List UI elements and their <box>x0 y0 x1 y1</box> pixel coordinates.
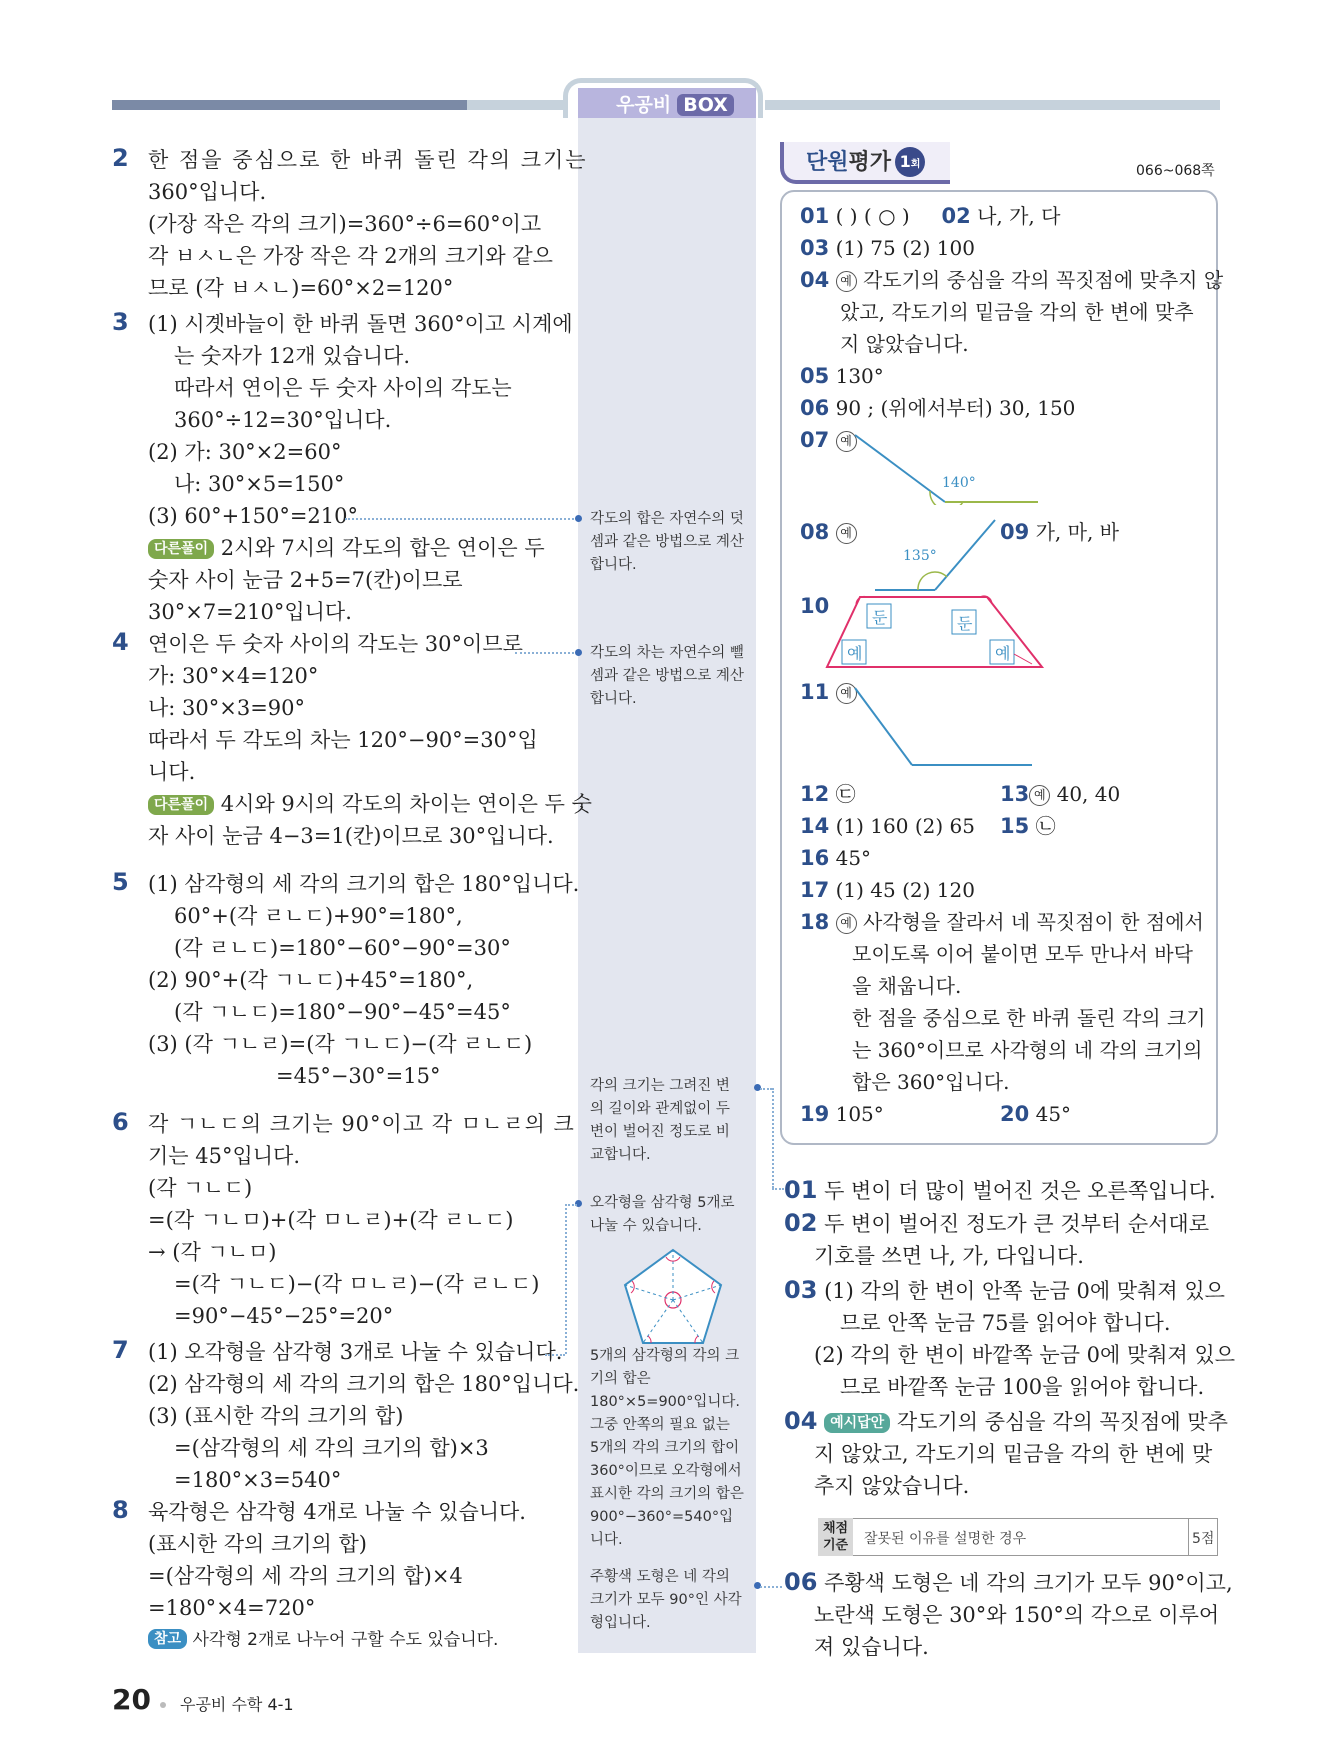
q6-line: =(각 ㄱㄴㅁ)+(각 ㅁㄴㄹ)+(각 ㄹㄴㄷ) <box>148 1208 514 1232</box>
q7-line: =180°×3=540° <box>174 1468 342 1492</box>
q8-line: (표시한 각의 크기의 합) <box>148 1532 367 1556</box>
q5-line: (3) (각 ㄱㄴㄹ)=(각 ㄱㄴㄷ)−(각 ㄹㄴㄷ) <box>148 1032 533 1056</box>
answer-10-row: 10 <box>800 594 830 618</box>
page-number: 20 <box>112 1683 151 1716</box>
q5-line: 60°+(각 ㄹㄴㄷ)+90°=180°, <box>174 904 463 928</box>
q4-line: 가: 30°×4=120° <box>148 664 319 688</box>
explanation-03: (2) 각의 한 변이 바깥쪽 눈금 0에 맞춰져 있으 <box>814 1343 1236 1367</box>
connector-dot <box>575 515 582 522</box>
q3-line: 360°÷12=30°입니다. <box>174 408 392 432</box>
answer-11-angle-diagram <box>850 683 1035 769</box>
example-mark: 예 <box>1029 785 1050 806</box>
answer-13-row: 13 예 40, 40 <box>1000 782 1121 806</box>
q6-line: =90°−45°−25°=20° <box>174 1304 394 1328</box>
q7-line: =(삼각형의 세 각의 크기의 합)×3 <box>174 1436 489 1460</box>
example-mark: 예 <box>836 431 857 452</box>
q5-number: 5 <box>112 868 129 896</box>
q4-line: 나: 30°×3=90° <box>148 696 306 720</box>
q2-line: (가장 작은 각의 크기)=360°÷6=60°이고 <box>148 212 542 236</box>
q4-alt-line: 4시와 9시의 각도의 차이는 연이은 두 숫 <box>220 792 592 816</box>
example-mark: 예 <box>836 523 857 544</box>
q4-line: 니다. <box>148 760 196 784</box>
answer-15: ㉡ <box>1035 814 1056 838</box>
box-badge: BOX <box>677 94 734 116</box>
connector-line <box>545 1354 565 1356</box>
q3-alt-line: 30°×7=210°입니다. <box>148 600 352 624</box>
answer-03: (1) 75 (2) 100 <box>835 236 975 260</box>
scoring-criteria-desc: 잘못된 이유를 설명한 경우 <box>864 1531 1027 1547</box>
q3-block <box>148 308 573 628</box>
q3-alt-line: 숫자 사이 눈금 2+5=7(칸)이므로 <box>148 568 463 592</box>
box-title <box>590 90 760 117</box>
alt-solution-tag: 다른풀이 <box>148 795 214 815</box>
connector-line <box>345 518 578 520</box>
q5-line: (1) 삼각형의 세 각의 크기의 합은 180°입니다. <box>148 872 580 896</box>
connector-line <box>565 1204 577 1206</box>
pentagon-diagram <box>618 1245 728 1350</box>
q5-block <box>148 868 579 1092</box>
answer-19: 105° <box>835 1102 884 1126</box>
q8-line: 육각형은 삼각형 4개로 나눌 수 있습니다. <box>148 1500 526 1524</box>
q7-line: (3) (표시한 각의 크기의 합) <box>148 1404 404 1428</box>
sidebar-note-5: 5개의 삼각형의 각의 크 기의 합은 180°×5=900°입니다. 그중 안쪽의 필요 없는 5개의 각의 크기의 합이 360°이므로 오각형에서 표시한 각의 크기의 합은 900°−360°=540°입 니다. <box>590 1348 744 1548</box>
q7-line: (1) 오각형을 삼각형 3개로 나눌 수 있습니다. <box>148 1340 563 1364</box>
page-range: 066~068쪽 <box>1136 163 1215 179</box>
q8-block <box>148 1496 526 1656</box>
q2-line: 360°입니다. <box>148 180 267 204</box>
q4-alt-line: 자 사이 눈금 4−3=1(칸)이므로 30°입니다. <box>148 824 554 848</box>
explanation-02: 두 변이 벌어진 정도가 큰 것부터 순서대로 <box>824 1212 1210 1236</box>
answer-07-angle-diagram <box>850 430 1040 505</box>
q6-line: → (각 ㄱㄴㅁ) <box>148 1240 277 1264</box>
connector-dot <box>575 649 582 656</box>
answer-17: (1) 45 (2) 120 <box>835 878 975 902</box>
alt-solution-tag: 다른풀이 <box>148 539 214 559</box>
q2-line: 한 점을 중심으로 한 바퀴 돌린 각의 크기는 <box>148 148 588 172</box>
scoring-criteria-label: 채점 기준 <box>818 1518 853 1556</box>
answer-08-angle-diagram <box>870 515 1000 595</box>
q2-number: 2 <box>112 144 129 172</box>
q3-line: 나: 30°×5=150° <box>174 472 345 496</box>
answer-14: (1) 160 (2) 65 <box>835 814 975 838</box>
answer-08-row: 08 예 <box>800 516 857 548</box>
q8-line: =180°×4=720° <box>148 1596 316 1620</box>
answer-02: 나, 가, 다 <box>977 204 1061 228</box>
answer-16: 45° <box>835 846 872 870</box>
q6-block <box>148 1108 575 1332</box>
sidebar-note-2: 각도의 차는 자연수의 뺄 셈과 같은 방법으로 계산 합니다. <box>590 645 744 707</box>
answer-04: 각도기의 중심을 각의 꼭짓점에 맞추지 않 <box>862 268 1224 292</box>
answer-20-row: 20 45° <box>1000 1102 1072 1126</box>
q5-line: (각 ㄹㄴㄷ)=180°−60°−90°=30° <box>174 936 511 960</box>
reference-tag: 참고 <box>148 1629 187 1649</box>
q5-line: (각 ㄱㄴㄷ)=180°−90°−45°=45° <box>174 1000 511 1024</box>
q4-line: 연이은 두 숫자 사이의 각도는 30°이므로 <box>148 632 523 656</box>
sample-answer-tag: 예시답안 <box>824 1413 890 1433</box>
answer-18: 사각형을 잘라서 네 꼭짓점이 한 점에서 <box>862 910 1204 934</box>
answer-11-row: 11 예 <box>800 676 857 708</box>
header-bar-mid <box>467 100 575 110</box>
unit-test-title: 단원평가 1회 <box>806 145 925 177</box>
obtuse-label: 둔 <box>957 614 973 633</box>
header-bar-right <box>765 100 1220 110</box>
example-mark: 예 <box>836 683 857 704</box>
q2-block <box>148 144 588 304</box>
answer-12: ㉢ <box>835 782 856 806</box>
q3-number: 3 <box>112 308 129 336</box>
answer-20: 45° <box>1035 1102 1072 1126</box>
connector-line <box>760 1586 782 1588</box>
sidebar-note-1: 각도의 합은 자연수의 덧 셈과 같은 방법으로 계산 합니다. <box>590 511 744 573</box>
q8-reference: 사각형 2개로 나누어 구할 수도 있습니다. <box>192 1630 499 1650</box>
q7-line: (2) 삼각형의 세 각의 크기의 합은 180°입니다. <box>148 1372 580 1396</box>
round-badge: 1회 <box>895 147 925 177</box>
q8-line: =(삼각형의 세 각의 크기의 합)×4 <box>148 1564 463 1588</box>
footer-dot <box>160 1702 166 1708</box>
q2-line: 각 ㅂㅅㄴ은 가장 작은 각 2개의 크기와 같으 <box>148 244 553 268</box>
q5-line: (2) 90°+(각 ㄱㄴㄷ)+45°=180°, <box>148 968 474 992</box>
explanation-03: (1) 각의 한 변이 안쪽 눈금 0에 맞춰져 있으 <box>824 1279 1225 1303</box>
q6-line: =(각 ㄱㄴㄷ)−(각 ㅁㄴㄹ)−(각 ㄹㄴㄷ) <box>174 1272 540 1296</box>
answer-18: 한 점을 중심으로 한 바퀴 돌린 각의 크기 <box>852 1006 1206 1030</box>
obtuse-label: 둔 <box>872 608 888 627</box>
q6-line: (각 ㄱㄴㄷ) <box>148 1176 253 1200</box>
angle-label: 140° <box>942 475 976 491</box>
q5-line: =45°−30°=15° <box>276 1064 441 1088</box>
q4-line: 따라서 두 각도의 차는 120°−90°=30°입 <box>148 728 538 752</box>
answer-18: 을 채웁니다. <box>852 974 962 998</box>
q7-block <box>148 1336 579 1496</box>
explanation-04: 각도기의 중심을 각의 꼭짓점에 맞추 <box>896 1410 1228 1434</box>
explanation-06: 주황색 도형은 네 각의 크기가 모두 90°이고, <box>824 1571 1233 1595</box>
answer-04: 지 않았습니다. <box>840 332 969 356</box>
angle-label: 135° <box>903 548 937 564</box>
q6-line: 기는 45°입니다. <box>148 1144 301 1168</box>
book-title: 우공비 수학 4-1 <box>180 1695 294 1714</box>
q3-line: (2) 가: 30°×2=60° <box>148 440 342 464</box>
connector-line <box>515 652 578 654</box>
answer-15-row: 15 ㉡ <box>1000 814 1056 838</box>
q3-line: (3) 60°+150°=210° <box>148 504 358 528</box>
q3-line: 따라서 연이은 두 숫자 사이의 각도는 <box>174 376 512 400</box>
explanation-02: 기호를 쓰면 나, 가, 다입니다. <box>814 1244 1084 1268</box>
connector-line <box>772 1088 774 1188</box>
header-bar-left <box>112 100 467 110</box>
q3-line: 는 숫자가 12개 있습니다. <box>174 344 410 368</box>
scoring-divider <box>1188 1518 1189 1556</box>
connector-line <box>565 1204 567 1354</box>
q2-line: 므로 (각 ㅂㅅㄴ)=60°×2=120° <box>148 276 454 300</box>
explanation-06: 노란색 도형은 30°와 150°의 각으로 이루어 <box>814 1603 1220 1627</box>
explanation-04: 추지 않았습니다. <box>814 1474 970 1498</box>
explanation-04: 지 않았고, 각도기의 밑금을 각의 한 변에 맞 <box>814 1442 1213 1466</box>
q4-block <box>148 628 592 852</box>
acute-label: 예 <box>847 644 863 663</box>
answer-list-2: 12 ㉢ 14 (1) 160 (2) 65 16 45° 17 (1) 45 (2) 120 18 예 사각형을 잘라서 네 꼭짓점이 한 점에서 모이도록 이어 붙이면 모두 만나서 바닥 을 채웁니다. 한 점을 중심으로 한 바퀴 돌린 각의 크기 는 360°이므로 사각형의 네 각의 크기의 합은 360°입니다. 19 105° <box>800 782 1206 1126</box>
answer-list: 01 ( ) ( ○ ) 02 나, 가, 다 03 (1) 75 (2) 100 04 예 각도기의 중심을 각의 꼭짓점에 맞추지 않 았고, 각도기의 밑금을 각의 한 변에 맞추 지 않았습니다. 05 130° 06 90 ; (위에서부터) 30, 150 07 예 <box>800 204 1224 452</box>
q8-number: 8 <box>112 1496 129 1524</box>
answer-06: 90 ; (위에서부터) 30, 150 <box>835 396 1076 420</box>
sidebar-note-6: 주황색 도형은 네 각의 크기가 모두 90°인 사각 형입니다. <box>590 1569 742 1631</box>
connector-line <box>760 1088 772 1090</box>
example-mark: 예 <box>836 913 857 934</box>
answer-09: 가, 마, 바 <box>1035 520 1119 544</box>
answer-09-row: 09 가, 마, 바 <box>1000 520 1119 544</box>
box-label: 우공비 <box>616 94 672 116</box>
connector-line <box>772 1188 784 1190</box>
answer-05: 130° <box>835 364 884 388</box>
acute-label: 예 <box>995 644 1011 663</box>
answer-10-trapezoid-diagram <box>822 592 1047 672</box>
answer-18: 는 360°이므로 사각형의 네 각의 크기의 <box>852 1038 1203 1062</box>
answer-01: ( ) ( ○ ) <box>835 204 910 228</box>
answer-18: 합은 360°입니다. <box>852 1070 1010 1094</box>
q7-number: 7 <box>112 1336 129 1364</box>
scoring-points: 5점 <box>1192 1531 1215 1547</box>
explanation-06: 져 있습니다. <box>814 1635 929 1659</box>
answer-13: 40, 40 <box>1056 782 1121 806</box>
q3-alt-line: 2시와 7시의 각도의 합은 연이은 두 <box>220 536 545 560</box>
explanation-06-block: 06 주황색 도형은 네 각의 크기가 모두 90°이고, 노란색 도형은 30°와 150°의 각으로 이루어 져 있습니다. <box>784 1566 1233 1663</box>
sidebar-note-4: 오각형을 삼각형 5개로 나눌 수 있습니다. <box>590 1195 735 1234</box>
q6-line: 각 ㄱㄴㄷ의 크기는 90°이고 각 ㅁㄴㄹ의 크 <box>148 1112 575 1136</box>
example-mark: 예 <box>836 271 857 292</box>
explanation-03: 므로 바깥쪽 눈금 100을 읽어야 합니다. <box>840 1375 1205 1399</box>
q4-number: 4 <box>112 628 129 656</box>
explanation-01: 두 변이 더 많이 벌어진 것은 오른쪽입니다. <box>824 1179 1216 1203</box>
answer-18: 모이도록 이어 붙이면 모두 만나서 바닥 <box>852 942 1193 966</box>
explanation-03: 므로 안쪽 눈금 75를 읽어야 합니다. <box>840 1311 1171 1335</box>
explanations: 01 두 변이 더 많이 벌어진 것은 오른쪽입니다. 02 두 변이 벌어진 정도가 큰 것부터 순서대로 기호를 쓰면 나, 가, 다입니다. 03 (1) 각의 한 변이 안쪽 눈금 0에 맞춰져 있으 므로 안쪽 눈금 75를 읽어야 합니다. (2) 각의 한 변이 바깥쪽 눈금 0에 맞춰져 있으 므로 바깥쪽 눈금 100을 읽어야 합니다. 04 예시답안 각도기의 중심을 각의 꼭짓점에 맞추 지 않았고, 각도기의 밑금을 각의 한 변에 맞 추지 않았습니다. <box>784 1174 1235 1502</box>
q6-number: 6 <box>112 1108 129 1136</box>
sidebar-note-3: 각의 크기는 그려진 변 의 길이와 관계없이 두 변이 벌어진 정도로 비 교합니다. <box>590 1078 730 1163</box>
answer-04: 았고, 각도기의 밑금을 각의 한 변에 맞추 <box>840 300 1194 324</box>
q3-line: (1) 시곗바늘이 한 바퀴 돌면 360°이고 시계에 <box>148 312 573 336</box>
